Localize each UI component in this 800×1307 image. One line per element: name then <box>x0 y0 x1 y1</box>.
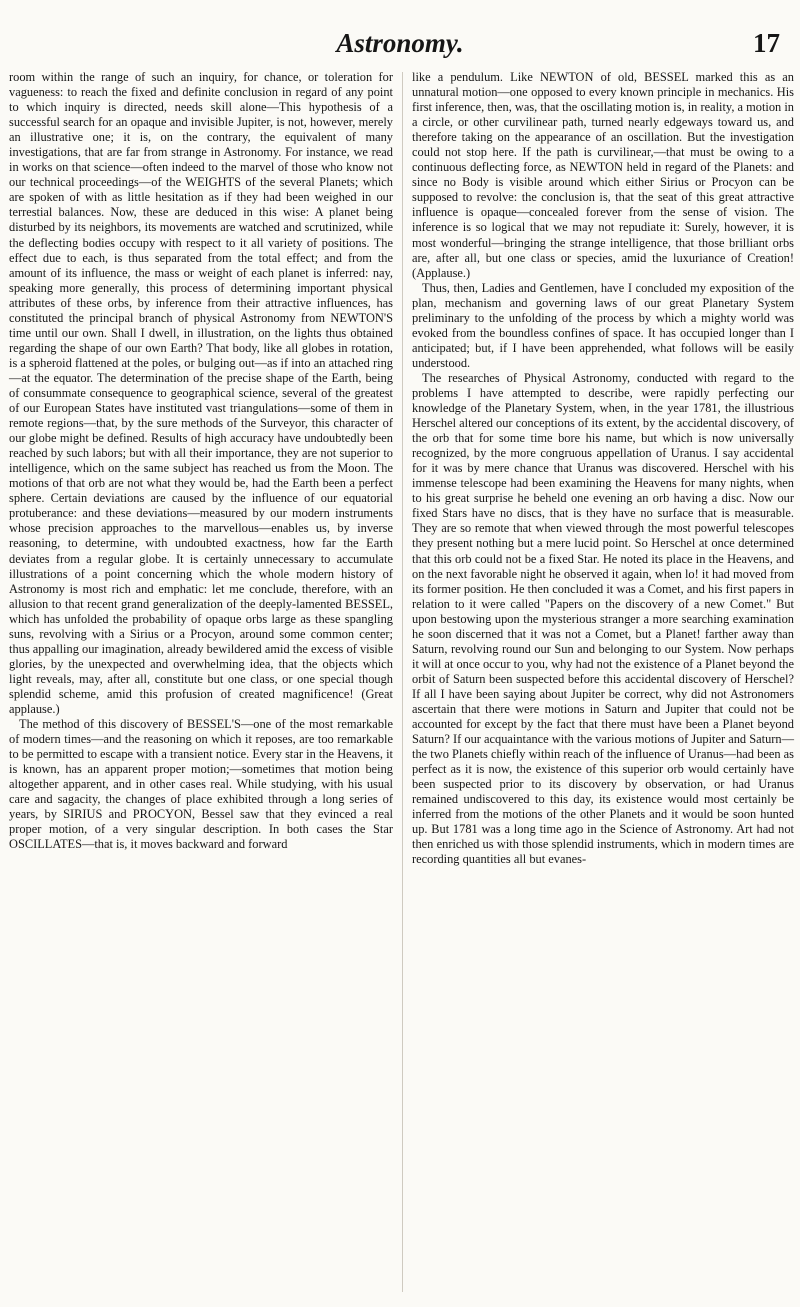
page-number: 17 <box>753 28 780 58</box>
right-column <box>412 70 794 867</box>
paragraph: like a pendulum. Like NEWTON of old, BESSEL marked this as an unnatural motion—one opposed to every known principle in mechanics. His first inference, then, was, that the oscillating motion is, in reality, a motion in a circle, or other curvilinear path, turned nearly edgeways toward us, and therefore taking on the appearance of an oscillation. But the investigation could not stop here. If the path is curvilinear,—that must be owing to a continuous deflecting force, as NEWTON held in regard of the Planets: and since no Body is visible around which either Sirius or Procyon can be supposed to revolve: the conclusion is, that the seat of this great attractive influence is opaque—concealed forever from the sense of vision. The inference is so logical that we may not repudiate it: Surely, however, it is most wonderful—bringing the strange intelligence, that those brilliant orbs are, after all, but one class or species, amid the luxuriance of Creation! (Applause.) <box>412 70 794 280</box>
paragraph: The method of this discovery of BESSEL'S—one of the most remarkable of modern times—and the reasoning on which it reposes, are too remarkable to be permitted to escape with a transient notice. Every star in the Heavens, it is known, has an apparent proper motion;—sometimes that motion being altogether apparent, and in other cases real. While studying, with his usual care and sagacity, the changes of place exhibited through a long series of years, by SIRIUS and PROCYON, Bessel saw that they evinced a real proper motion, of a very singular description. In both cases the Star OSCILLATES—that is, it moves backward and forward <box>9 717 393 852</box>
left-column <box>9 70 393 852</box>
paragraph: room within the range of such an inquiry, for chance, or toleration for vagueness: to reach the fixed and definite conclusion in regard of any point to which inquiry is directed, needs skill alone—This hypothesis of a successful search for an opaque and invisible Jupiter, is not, however, merely an illustrative one; it is, on the contrary, the equivalent of many investigations, that are far from strange in Astronomy. For instance, we read in works on that science—often indeed to the marvel of those who know not our technical proceedings—of the WEIGHTS of the several Planets; which are spoken of with as little hesitation as if they had been weighed in our terrestial balances. Now, these are deduced in this wise: A planet being disturbed by its neighbors, its movements are watched and scrutinized, while the deflecting bodies occupy with respect to it all variety of positions. The effect due to each, is thus separated from the total effect; and from the amount of its influence, the mass or weight of each planet is inferred: nay, speaking more generally, this process of determining important physical attributes of these orbs, by inference from their attractive influences, has constituted the principal branch of physical Astronomy from NEWTON'S time until our own. Shall I dwell, in illustration, on the lights thus obtained regarding the shape of our own Earth? That body, like all globes in rotation, is a spheroid flattened at the poles, or bulging out—as if into an attached ring—at the equator. The determination of the precise shape of the Earth, being of consummate consequence to geographical science, several of the greatest of our European States have instituted vast triangulations—some of them in remote regions—that, by the sure methods of the Surveyor, this character of our globe might be defined. Results of high accuracy have undoubtedly been reached by such labors; but with all their importance, they are not superior to intelligence, which on the same subject has reached us from the Moon. The motions of that orb are not what they would be, had the Earth been a perfect sphere. Certain deviations are caused by the influence of our equatorial protuberance: and these deviations—measured by our modern instruments whose precision approaches to the marvellous—enables us, by inverse reasoning, to determine, with undoubted exactness, how far the Earth deviates from a regular globe. It is certainly unnecessary to accumulate illustrations of a point concerning which the whole modern history of Astronomy is most rich and emphatic: let me conclude, therefore, with an allusion to that recent grand generalization of the deeply-lamented BESSEL, which has unfolded the probability of opaque orbs large as these spangling suns, revolving with a Sirius or a Procyon, around some common center; thus appalling our imagination, already bewildered amid the excess of visible glories, by the unexpected and overwhelming idea, that the objects which light reveals, may, after all, constitute but one class, or one special though splendid scheme, amid this profusion of created magnificence! (Great applause.) <box>9 70 393 716</box>
paragraph: The researches of Physical Astronomy, conducted with regard to the problems I have attempted to describe, were rapidly perfecting our knowledge of the Planetary System, when, in the year 1781, the illustrious Herschel altered our conceptions of its extent, by the accidental discovery, of the orb that for some time bore his name, but which is now universally recognized, by the more congruous appellation of Uranus. I say accidental for it was by mere chance that Uranus was discovered. Herschel with his immense telescope had been examining the Heavens for many nights, when to his great surprise he beheld one evening an orb having a disc. Now our fixed Stars have no discs, that is they have no surface that is measurable. They are so remote that when viewed through the most powerful telescopes they present nothing but a mere lucid point. So Herschel at once determined that this orb could not be a fixed Star. He noted its place in the Heavens, and on the next favorable night he observed it again, when lo! it had moved from its former position. He then concluded it was a Comet, and his first papers in relation to it were called "Papers on the discovery of a new Comet." But upon bestowing upon the mysterious stranger a more searching examination he soon discerned that it was not a Comet, but a Planet! farther away than Saturn, revolving round our Sun and belonging to our System. Now perhaps it will at once occur to you, why had not the existence of a Planet beyond the orbit of Saturn been suspected before this accidental discovery of Herschel? If all I have been saying about Jupiter be correct, why did not Astronomers ascertain that there were motions in Saturn and Jupiter that could not be accounted for except by the fact that there must have been a Planet beyond Saturn? If our acquaintance with the various motions of Jupiter and Saturn—the two Planets chiefly within reach of the influence of Uranus—had been as perfect as it is now, the existence of this superior orb would certainly have been suspected prior to its discovery by observation, or had Uranus remained undiscovered to this day, its existence would most certainly be inferred from the motions of the other Planets and it would be soon hunted up. But 1781 was a long time ago in the Science of Astronomy. Art had not then enriched us with those splendid instruments, which in modern times are recording quantities all but evanes- <box>412 370 794 867</box>
column-divider <box>402 72 403 1292</box>
running-header-title: Astronomy. <box>336 28 464 58</box>
paragraph: Thus, then, Ladies and Gentlemen, have I concluded my exposition of the plan, mechanism and governing laws of our great Planetary System preliminary to the unfolding of the process by which a mighty world was evoked from the boundless confines of space. It has occupied longer than I anticipated; but, if I have been apprehended, what follows will be easily understood. <box>412 280 794 370</box>
